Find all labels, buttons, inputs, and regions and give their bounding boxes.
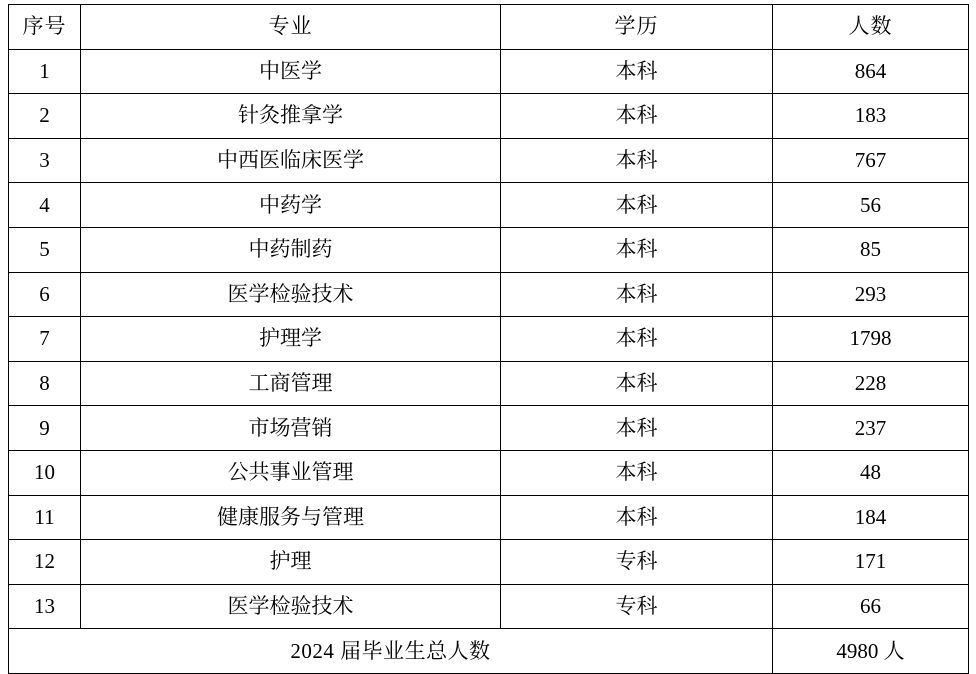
cell-no: 10 xyxy=(9,450,81,495)
column-header-no: 序号 xyxy=(9,5,81,50)
cell-education: 本科 xyxy=(501,183,773,228)
table-row xyxy=(9,138,969,183)
table-row xyxy=(9,540,969,585)
cell-count: 66 xyxy=(773,584,969,629)
cell-count: 56 xyxy=(773,183,969,228)
total-value: 4980 人 xyxy=(773,629,969,674)
cell-no: 13 xyxy=(9,584,81,629)
table-row xyxy=(9,584,969,629)
cell-major: 公共事业管理 xyxy=(81,450,501,495)
table-row xyxy=(9,94,969,139)
cell-major: 中西医临床医学 xyxy=(81,138,501,183)
total-label: 2024 届毕业生总人数 xyxy=(9,629,773,674)
cell-count: 237 xyxy=(773,406,969,451)
cell-no: 3 xyxy=(9,138,81,183)
graduates-by-major-table xyxy=(8,4,969,674)
table-row xyxy=(9,406,969,451)
cell-major: 医学检验技术 xyxy=(81,272,501,317)
table-row xyxy=(9,450,969,495)
cell-major: 市场营销 xyxy=(81,406,501,451)
column-header-major: 专业 xyxy=(81,5,501,50)
cell-education: 本科 xyxy=(501,406,773,451)
cell-no: 8 xyxy=(9,361,81,406)
cell-major: 护理 xyxy=(81,540,501,585)
table-total-row xyxy=(9,629,969,674)
cell-education: 本科 xyxy=(501,361,773,406)
cell-major: 中药学 xyxy=(81,183,501,228)
cell-major: 中药制药 xyxy=(81,227,501,272)
cell-education: 本科 xyxy=(501,272,773,317)
table-footer xyxy=(9,629,969,674)
cell-education: 本科 xyxy=(501,317,773,362)
cell-education: 本科 xyxy=(501,495,773,540)
cell-major: 工商管理 xyxy=(81,361,501,406)
cell-count: 228 xyxy=(773,361,969,406)
cell-major: 中医学 xyxy=(81,49,501,94)
table-header-row xyxy=(9,5,969,50)
table-row xyxy=(9,272,969,317)
cell-education: 本科 xyxy=(501,450,773,495)
cell-count: 183 xyxy=(773,94,969,139)
cell-count: 171 xyxy=(773,540,969,585)
table-row xyxy=(9,361,969,406)
cell-education: 本科 xyxy=(501,94,773,139)
cell-major: 护理学 xyxy=(81,317,501,362)
cell-no: 12 xyxy=(9,540,81,585)
cell-no: 5 xyxy=(9,227,81,272)
cell-no: 9 xyxy=(9,406,81,451)
cell-education: 专科 xyxy=(501,584,773,629)
cell-count: 864 xyxy=(773,49,969,94)
cell-major: 针灸推拿学 xyxy=(81,94,501,139)
table-row xyxy=(9,495,969,540)
cell-count: 1798 xyxy=(773,317,969,362)
cell-major: 健康服务与管理 xyxy=(81,495,501,540)
table-body xyxy=(9,49,969,629)
table-row xyxy=(9,183,969,228)
cell-no: 11 xyxy=(9,495,81,540)
cell-count: 85 xyxy=(773,227,969,272)
cell-education: 专科 xyxy=(501,540,773,585)
cell-major: 医学检验技术 xyxy=(81,584,501,629)
cell-count: 48 xyxy=(773,450,969,495)
cell-education: 本科 xyxy=(501,138,773,183)
column-header-education: 学历 xyxy=(501,5,773,50)
cell-count: 293 xyxy=(773,272,969,317)
cell-no: 6 xyxy=(9,272,81,317)
cell-count: 767 xyxy=(773,138,969,183)
cell-education: 本科 xyxy=(501,227,773,272)
cell-count: 184 xyxy=(773,495,969,540)
table-header xyxy=(9,5,969,50)
table-row xyxy=(9,227,969,272)
cell-no: 2 xyxy=(9,94,81,139)
table-row xyxy=(9,317,969,362)
column-header-count: 人数 xyxy=(773,5,969,50)
table-row xyxy=(9,49,969,94)
cell-education: 本科 xyxy=(501,49,773,94)
cell-no: 7 xyxy=(9,317,81,362)
cell-no: 1 xyxy=(9,49,81,94)
cell-no: 4 xyxy=(9,183,81,228)
graduates-table-container xyxy=(8,4,968,674)
